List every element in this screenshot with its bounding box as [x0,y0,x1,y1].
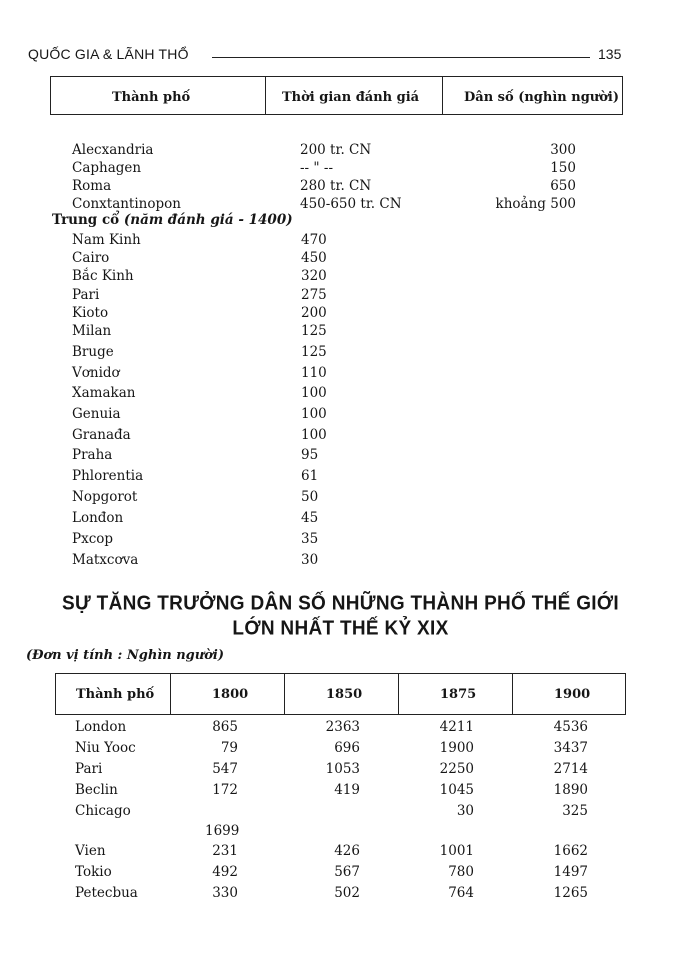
medieval-label: Trung cổ [52,212,120,228]
population-1875: 1001 [439,843,474,859]
population-1875: 2250 [439,761,474,777]
city-name: Pari [75,761,103,777]
table1-col-divider [442,76,443,115]
population-1850: 1053 [325,761,360,777]
population-1900: 1497 [553,864,588,880]
table1-header-city: Thành phố [112,90,191,105]
population-value: 300 [550,142,576,158]
city-name: Bruge [72,344,114,360]
population-value: 200 [301,305,327,321]
table2-col-divider [170,673,171,715]
city-name: Praha [72,447,113,463]
evaluation-time: -- " -- [300,160,334,176]
city-name: Genuia [72,406,121,422]
population-value: 61 [301,468,319,484]
table2-col-divider [398,673,399,715]
evaluation-time: 280 tr. CN [300,178,372,194]
population-value: 30 [301,552,319,568]
population-value: khoảng 500 [495,196,576,212]
city-name: Granađa [72,427,131,443]
population-1850: 419 [334,782,360,798]
city-name: Bắc Kinh [72,268,134,284]
population-1875: 780 [448,864,474,880]
table2-header-1875: 1875 [440,687,477,702]
city-name: Vien [75,843,106,859]
population-1875: 30 [456,803,474,819]
population-1850: 2363 [325,719,360,735]
population-1875: 1900 [439,740,474,756]
population-value: 100 [301,427,327,443]
population-value: 125 [301,323,327,339]
population-value: 100 [301,406,327,422]
table2-header-1850: 1850 [326,687,363,702]
city-name: Kioto [72,305,109,321]
population-1800: 1699 [205,823,240,839]
population-1900: 3437 [553,740,588,756]
table2-header-1900: 1900 [554,687,591,702]
city-name: Tokio [75,864,112,880]
population-value: 450 [301,250,327,266]
population-value: 100 [301,385,327,401]
population-1850: 696 [334,740,360,756]
city-name: Vơnidơ [72,365,120,381]
table1-col-divider [265,76,266,115]
city-name: London [75,719,127,735]
population-1900: 325 [562,803,588,819]
city-name: Matxcơva [72,552,139,568]
population-value: 45 [301,510,319,526]
table2-title-line1: SỰ TĂNG TRƯỞNG DÂN SỐ NHỮNG THÀNH PHỐ THẾ GIỚI [62,592,619,615]
population-value: 275 [301,287,327,303]
city-name: Conxtantinopon [72,196,181,212]
population-1800: 79 [220,740,238,756]
city-name: Chicago [75,803,131,819]
city-name: Nam Kinh [72,232,141,248]
population-1800: 492 [212,864,238,880]
population-1900: 4536 [553,719,588,735]
population-value: 50 [301,489,319,505]
population-1850: 567 [334,864,360,880]
table1-header-time: Thời gian đánh giá [282,90,420,105]
population-value: 125 [301,344,327,360]
city-name: Roma [72,178,112,194]
population-1900: 2714 [553,761,588,777]
city-name: Pxcop [72,531,114,547]
evaluation-time: 200 tr. CN [300,142,372,158]
population-1875: 764 [448,885,474,901]
population-1850: 426 [334,843,360,859]
population-1800: 330 [212,885,238,901]
city-name: Milan [72,323,112,339]
running-title: QUỐC GIA & LÃNH THỔ [28,46,189,62]
table2-col-divider [284,673,285,715]
evaluation-time: 450-650 tr. CN [300,196,402,212]
city-name: Xamakan [72,385,136,401]
header-rule [212,57,590,58]
population-value: 95 [301,447,319,463]
population-1900: 1265 [553,885,588,901]
table2-header-1800: 1800 [212,687,249,702]
population-1800: 865 [212,719,238,735]
city-name: Petecbua [75,885,138,901]
population-1900: 1662 [553,843,588,859]
population-1800: 547 [212,761,238,777]
city-name: Beclin [75,782,118,798]
population-1800: 231 [212,843,238,859]
population-value: 110 [301,365,327,381]
population-1800: 172 [212,782,238,798]
population-1900: 1890 [553,782,588,798]
page-number: 135 [598,46,622,62]
population-1850: 502 [334,885,360,901]
city-name: Nopgorot [72,489,138,505]
population-value: 35 [301,531,319,547]
city-name: Caphagen [72,160,142,176]
city-name: Alecxandria [72,142,154,158]
table1-header-population: Dân số (nghìn người) [464,90,620,105]
population-1875: 4211 [439,719,474,735]
city-name: Lonđon [72,510,124,526]
city-name: Pari [72,287,100,303]
population-value: 470 [301,232,327,248]
medieval-note: (năm đánh giá - 1400) [123,212,293,228]
population-value: 650 [550,178,576,194]
table2-title-line2: LỚN NHẤT THẾ KỶ XIX [232,617,449,640]
city-name: Phlorentia [72,468,144,484]
population-value: 320 [301,268,327,284]
table2-col-divider [512,673,513,715]
city-name: Niu Yooc [75,740,136,756]
population-1875: 1045 [439,782,474,798]
city-name: Cairo [72,250,110,266]
population-value: 150 [550,160,576,176]
table2-header-city: Thành phố [76,687,155,702]
medieval-subheading [52,212,293,228]
table2-unit-note: (Đơn vị tính : Nghìn người) [26,648,224,663]
